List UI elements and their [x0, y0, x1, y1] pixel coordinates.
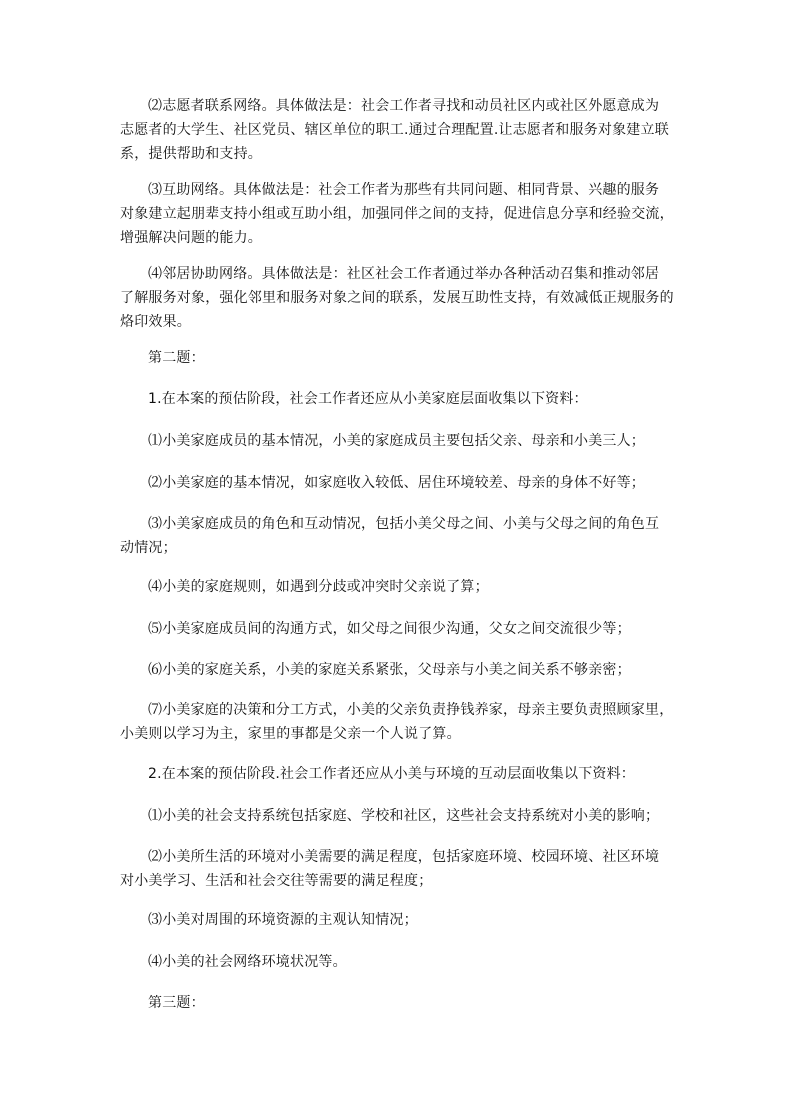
text-line: 系，提供帮助和支持。: [120, 146, 262, 162]
text-line: ⑶小美对周围的环境资源的主观认知情况；: [148, 912, 418, 928]
text-line: 2.在本案的预估阶段.社会工作者还应从小美与环境的互动层面收集以下资料：: [148, 766, 636, 782]
text-line: ⑵小美所生活的环境对小美需要的满足程度，包括家庭环境、校园环境、社区环境: [148, 849, 660, 865]
text-line: 第二题：: [148, 350, 205, 366]
text-line: 增强解决问题的能力。: [120, 230, 262, 246]
text-line: ⑴小美家庭成员的基本情况，小美的家庭成员主要包括父亲、母亲和小美三人；: [148, 433, 645, 449]
text-line: ⑺小美家庭的决策和分工方式，小美的父亲负责挣钱养家，母亲主要负责照顾家里，: [148, 702, 674, 718]
text-line: ⑸小美家庭成员间的沟通方式，如父母之间很少沟通，父女之间交流很少等；: [148, 621, 631, 637]
text-line: ⑵小美家庭的基本情况，如家庭收入较低、居住环境较差、母亲的身体不好等；: [148, 475, 645, 491]
text-line: ⑷小美的社会网络环境状况等。: [148, 954, 347, 970]
text-line: ⑹小美的家庭关系，小美的家庭关系紧张，父母亲与小美之间关系不够亲密；: [148, 662, 631, 678]
text-line: ⑷邻居协助网络。具体做法是：社区社会工作者通过举办各种活动召集和推动邻居: [148, 266, 660, 282]
text-line: 小美则以学习为主，家里的事都是父亲一个人说了算。: [120, 726, 461, 742]
text-line: ⑵志愿者联系网络。具体做法是：社会工作者寻找和动员社区内或社区外愿意成为: [148, 98, 660, 114]
text-line: ⑶小美家庭成员的角色和互动情况，包括小美父母之间、小美与父母之间的角色互: [148, 516, 660, 532]
text-line: ⑶互助网络。具体做法是：社会工作者为那些有共同问题、相同背景、兴趣的服务: [148, 182, 660, 198]
text-line: 动情况；: [120, 540, 177, 556]
text-line: 对小美学习、生活和社会交往等需要的满足程度；: [120, 873, 433, 889]
text-line: ⑷小美的家庭规则，如遇到分歧或冲突时父亲说了算；: [148, 579, 489, 595]
text-line: ⑴小美的社会支持系统包括家庭、学校和社区，这些社会支持系统对小美的影响；: [148, 808, 660, 824]
text-line: 了解服务对象，强化邻里和服务对象之间的联系，发展互助性支持，有效减低正规服务的: [120, 290, 674, 306]
text-line: 志愿者的大学生、社区党员、辖区单位的职工.通过合理配置.让志愿者和服务对象建立联: [120, 122, 669, 138]
text-line: 烙印效果。: [120, 314, 191, 330]
text-line: 对象建立起朋辈支持小组或互助小组，加强同伴之间的支持，促进信息分享和经验交流，: [120, 206, 674, 222]
text-line: 第三题：: [148, 995, 205, 1011]
text-line: 1.在本案的预估阶段，社会工作者还应从小美家庭层面收集以下资料：: [148, 391, 588, 407]
